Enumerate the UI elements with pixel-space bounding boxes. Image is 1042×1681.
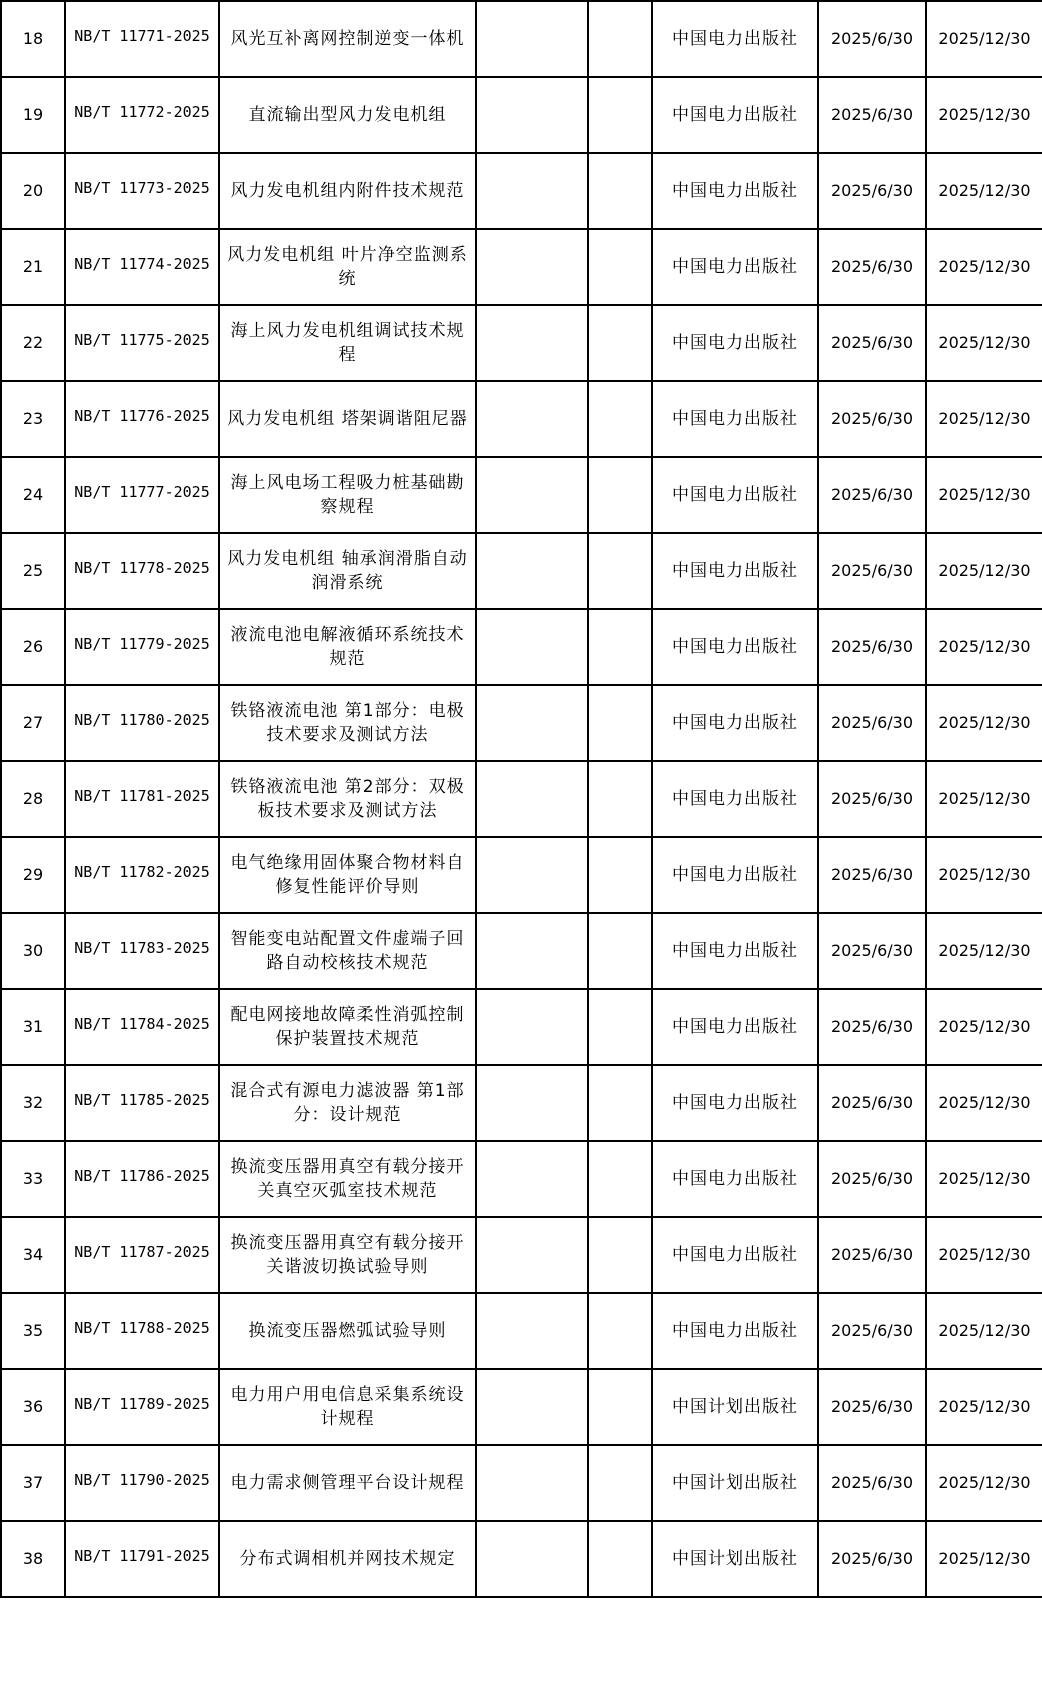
standard-name: 智能变电站配置文件虚端子回路自动校核技术规范 xyxy=(219,913,476,989)
table-row xyxy=(1,533,1042,609)
standard-code: NB/T 11777-2025 xyxy=(65,457,219,533)
row-number: 31 xyxy=(1,989,65,1065)
blank-cell xyxy=(476,77,588,153)
blank-cell xyxy=(588,1065,652,1141)
row-number: 28 xyxy=(1,761,65,837)
blank-cell xyxy=(588,685,652,761)
standard-code: NB/T 11786-2025 xyxy=(65,1141,219,1217)
row-number: 34 xyxy=(1,1217,65,1293)
publisher: 中国电力出版社 xyxy=(652,229,818,305)
standard-name: 电力用户用电信息采集系统设计规程 xyxy=(219,1369,476,1445)
publisher: 中国电力出版社 xyxy=(652,1065,818,1141)
standard-name: 电气绝缘用固体聚合物材料自修复性能评价导则 xyxy=(219,837,476,913)
standard-name: 海上风电场工程吸力桩基础勘察规程 xyxy=(219,457,476,533)
publisher: 中国电力出版社 xyxy=(652,1,818,77)
blank-cell xyxy=(588,381,652,457)
publisher: 中国计划出版社 xyxy=(652,1521,818,1597)
standard-name: 铁铬液流电池 第2部分：双极板技术要求及测试方法 xyxy=(219,761,476,837)
blank-cell xyxy=(476,1141,588,1217)
publisher: 中国计划出版社 xyxy=(652,1369,818,1445)
blank-cell xyxy=(476,913,588,989)
publisher: 中国电力出版社 xyxy=(652,989,818,1065)
release-date: 2025/6/30 xyxy=(818,77,926,153)
row-number: 25 xyxy=(1,533,65,609)
table-row xyxy=(1,685,1042,761)
blank-cell xyxy=(588,913,652,989)
effective-date: 2025/12/30 xyxy=(926,1217,1042,1293)
standard-code: NB/T 11781-2025 xyxy=(65,761,219,837)
blank-cell xyxy=(476,229,588,305)
blank-cell xyxy=(588,1445,652,1521)
blank-cell xyxy=(588,77,652,153)
standard-name: 风力发电机组 塔架调谐阻尼器 xyxy=(219,381,476,457)
table-row xyxy=(1,305,1042,381)
publisher: 中国电力出版社 xyxy=(652,153,818,229)
release-date: 2025/6/30 xyxy=(818,1521,926,1597)
blank-cell xyxy=(476,1217,588,1293)
effective-date: 2025/12/30 xyxy=(926,533,1042,609)
blank-cell xyxy=(476,609,588,685)
release-date: 2025/6/30 xyxy=(818,1369,926,1445)
publisher: 中国电力出版社 xyxy=(652,761,818,837)
blank-cell xyxy=(476,685,588,761)
standard-code: NB/T 11779-2025 xyxy=(65,609,219,685)
blank-cell xyxy=(588,457,652,533)
blank-cell xyxy=(588,229,652,305)
standard-name: 分布式调相机并网技术规定 xyxy=(219,1521,476,1597)
standard-name: 配电网接地故障柔性消弧控制保护装置技术规范 xyxy=(219,989,476,1065)
row-number: 29 xyxy=(1,837,65,913)
row-number: 36 xyxy=(1,1369,65,1445)
blank-cell xyxy=(588,609,652,685)
release-date: 2025/6/30 xyxy=(818,609,926,685)
row-number: 33 xyxy=(1,1141,65,1217)
table-row xyxy=(1,457,1042,533)
blank-cell xyxy=(476,1369,588,1445)
table-row xyxy=(1,609,1042,685)
standard-code: NB/T 11782-2025 xyxy=(65,837,219,913)
release-date: 2025/6/30 xyxy=(818,685,926,761)
release-date: 2025/6/30 xyxy=(818,1065,926,1141)
effective-date: 2025/12/30 xyxy=(926,153,1042,229)
release-date: 2025/6/30 xyxy=(818,381,926,457)
publisher: 中国电力出版社 xyxy=(652,913,818,989)
table-row xyxy=(1,761,1042,837)
publisher: 中国电力出版社 xyxy=(652,1293,818,1369)
row-number: 21 xyxy=(1,229,65,305)
effective-date: 2025/12/30 xyxy=(926,913,1042,989)
effective-date: 2025/12/30 xyxy=(926,1065,1042,1141)
blank-cell xyxy=(476,1521,588,1597)
publisher: 中国电力出版社 xyxy=(652,305,818,381)
row-number: 26 xyxy=(1,609,65,685)
row-number: 18 xyxy=(1,1,65,77)
standard-code: NB/T 11780-2025 xyxy=(65,685,219,761)
blank-cell xyxy=(588,1521,652,1597)
blank-cell xyxy=(476,1,588,77)
row-number: 27 xyxy=(1,685,65,761)
publisher: 中国电力出版社 xyxy=(652,1141,818,1217)
publisher: 中国电力出版社 xyxy=(652,457,818,533)
blank-cell xyxy=(588,989,652,1065)
standard-name: 风力发电机组 叶片净空监测系统 xyxy=(219,229,476,305)
blank-cell xyxy=(588,1,652,77)
row-number: 35 xyxy=(1,1293,65,1369)
table-row xyxy=(1,1445,1042,1521)
release-date: 2025/6/30 xyxy=(818,457,926,533)
standard-name: 风力发电机组 轴承润滑脂自动润滑系统 xyxy=(219,533,476,609)
standard-code: NB/T 11775-2025 xyxy=(65,305,219,381)
standard-code: NB/T 11791-2025 xyxy=(65,1521,219,1597)
row-number: 30 xyxy=(1,913,65,989)
table-body xyxy=(1,1,1042,1597)
release-date: 2025/6/30 xyxy=(818,229,926,305)
blank-cell xyxy=(476,1445,588,1521)
blank-cell xyxy=(476,1293,588,1369)
blank-cell xyxy=(476,533,588,609)
blank-cell xyxy=(588,533,652,609)
publisher: 中国计划出版社 xyxy=(652,1445,818,1521)
blank-cell xyxy=(588,1369,652,1445)
effective-date: 2025/12/30 xyxy=(926,77,1042,153)
blank-cell xyxy=(588,837,652,913)
publisher: 中国电力出版社 xyxy=(652,685,818,761)
row-number: 24 xyxy=(1,457,65,533)
table-row xyxy=(1,1521,1042,1597)
effective-date: 2025/12/30 xyxy=(926,1141,1042,1217)
standard-name: 液流电池电解液循环系统技术规范 xyxy=(219,609,476,685)
release-date: 2025/6/30 xyxy=(818,761,926,837)
table-row xyxy=(1,77,1042,153)
effective-date: 2025/12/30 xyxy=(926,229,1042,305)
table-row xyxy=(1,1,1042,77)
table-row xyxy=(1,1065,1042,1141)
effective-date: 2025/12/30 xyxy=(926,381,1042,457)
standard-code: NB/T 11774-2025 xyxy=(65,229,219,305)
effective-date: 2025/12/30 xyxy=(926,685,1042,761)
release-date: 2025/6/30 xyxy=(818,533,926,609)
blank-cell xyxy=(588,1217,652,1293)
effective-date: 2025/12/30 xyxy=(926,457,1042,533)
blank-cell xyxy=(476,305,588,381)
table-row xyxy=(1,837,1042,913)
table-row xyxy=(1,229,1042,305)
release-date: 2025/6/30 xyxy=(818,913,926,989)
standard-code: NB/T 11789-2025 xyxy=(65,1369,219,1445)
effective-date: 2025/12/30 xyxy=(926,1445,1042,1521)
standard-code: NB/T 11773-2025 xyxy=(65,153,219,229)
table-row xyxy=(1,153,1042,229)
row-number: 32 xyxy=(1,1065,65,1141)
standard-name: 混合式有源电力滤波器 第1部分：设计规范 xyxy=(219,1065,476,1141)
blank-cell xyxy=(588,1293,652,1369)
blank-cell xyxy=(476,153,588,229)
standard-name: 铁铬液流电池 第1部分：电极技术要求及测试方法 xyxy=(219,685,476,761)
standard-code: NB/T 11771-2025 xyxy=(65,1,219,77)
release-date: 2025/6/30 xyxy=(818,1445,926,1521)
publisher: 中国电力出版社 xyxy=(652,533,818,609)
table-row xyxy=(1,989,1042,1065)
publisher: 中国电力出版社 xyxy=(652,381,818,457)
blank-cell xyxy=(476,381,588,457)
effective-date: 2025/12/30 xyxy=(926,609,1042,685)
blank-cell xyxy=(588,305,652,381)
standard-name: 换流变压器燃弧试验导则 xyxy=(219,1293,476,1369)
row-number: 20 xyxy=(1,153,65,229)
blank-cell xyxy=(476,989,588,1065)
row-number: 22 xyxy=(1,305,65,381)
standard-name: 电力需求侧管理平台设计规程 xyxy=(219,1445,476,1521)
table-row xyxy=(1,1369,1042,1445)
row-number: 38 xyxy=(1,1521,65,1597)
row-number: 19 xyxy=(1,77,65,153)
blank-cell xyxy=(476,761,588,837)
publisher: 中国电力出版社 xyxy=(652,1217,818,1293)
publisher: 中国电力出版社 xyxy=(652,77,818,153)
effective-date: 2025/12/30 xyxy=(926,1293,1042,1369)
release-date: 2025/6/30 xyxy=(818,153,926,229)
row-number: 23 xyxy=(1,381,65,457)
release-date: 2025/6/30 xyxy=(818,989,926,1065)
publisher: 中国电力出版社 xyxy=(652,837,818,913)
standard-code: NB/T 11790-2025 xyxy=(65,1445,219,1521)
blank-cell xyxy=(588,153,652,229)
publisher: 中国电力出版社 xyxy=(652,609,818,685)
effective-date: 2025/12/30 xyxy=(926,1369,1042,1445)
standard-code: NB/T 11776-2025 xyxy=(65,381,219,457)
standard-code: NB/T 11788-2025 xyxy=(65,1293,219,1369)
table-row xyxy=(1,913,1042,989)
standard-name: 换流变压器用真空有载分接开关真空灭弧室技术规范 xyxy=(219,1141,476,1217)
release-date: 2025/6/30 xyxy=(818,1293,926,1369)
standard-name: 直流输出型风力发电机组 xyxy=(219,77,476,153)
blank-cell xyxy=(476,457,588,533)
release-date: 2025/6/30 xyxy=(818,837,926,913)
row-number: 37 xyxy=(1,1445,65,1521)
standard-name: 风光互补离网控制逆变一体机 xyxy=(219,1,476,77)
effective-date: 2025/12/30 xyxy=(926,837,1042,913)
standard-name: 风力发电机组内附件技术规范 xyxy=(219,153,476,229)
table-row xyxy=(1,1141,1042,1217)
table-row xyxy=(1,1217,1042,1293)
effective-date: 2025/12/30 xyxy=(926,1,1042,77)
effective-date: 2025/12/30 xyxy=(926,1521,1042,1597)
release-date: 2025/6/30 xyxy=(818,1217,926,1293)
table-row xyxy=(1,381,1042,457)
effective-date: 2025/12/30 xyxy=(926,305,1042,381)
standard-code: NB/T 11785-2025 xyxy=(65,1065,219,1141)
release-date: 2025/6/30 xyxy=(818,1,926,77)
effective-date: 2025/12/30 xyxy=(926,761,1042,837)
effective-date: 2025/12/30 xyxy=(926,989,1042,1065)
blank-cell xyxy=(588,761,652,837)
standard-name: 海上风力发电机组调试技术规程 xyxy=(219,305,476,381)
standard-name: 换流变压器用真空有载分接开关谐波切换试验导则 xyxy=(219,1217,476,1293)
standard-code: NB/T 11787-2025 xyxy=(65,1217,219,1293)
release-date: 2025/6/30 xyxy=(818,305,926,381)
table-row xyxy=(1,1293,1042,1369)
standard-code: NB/T 11784-2025 xyxy=(65,989,219,1065)
standard-code: NB/T 11772-2025 xyxy=(65,77,219,153)
blank-cell xyxy=(476,1065,588,1141)
blank-cell xyxy=(476,837,588,913)
release-date: 2025/6/30 xyxy=(818,1141,926,1217)
blank-cell xyxy=(588,1141,652,1217)
standard-code: NB/T 11783-2025 xyxy=(65,913,219,989)
standard-code: NB/T 11778-2025 xyxy=(65,533,219,609)
